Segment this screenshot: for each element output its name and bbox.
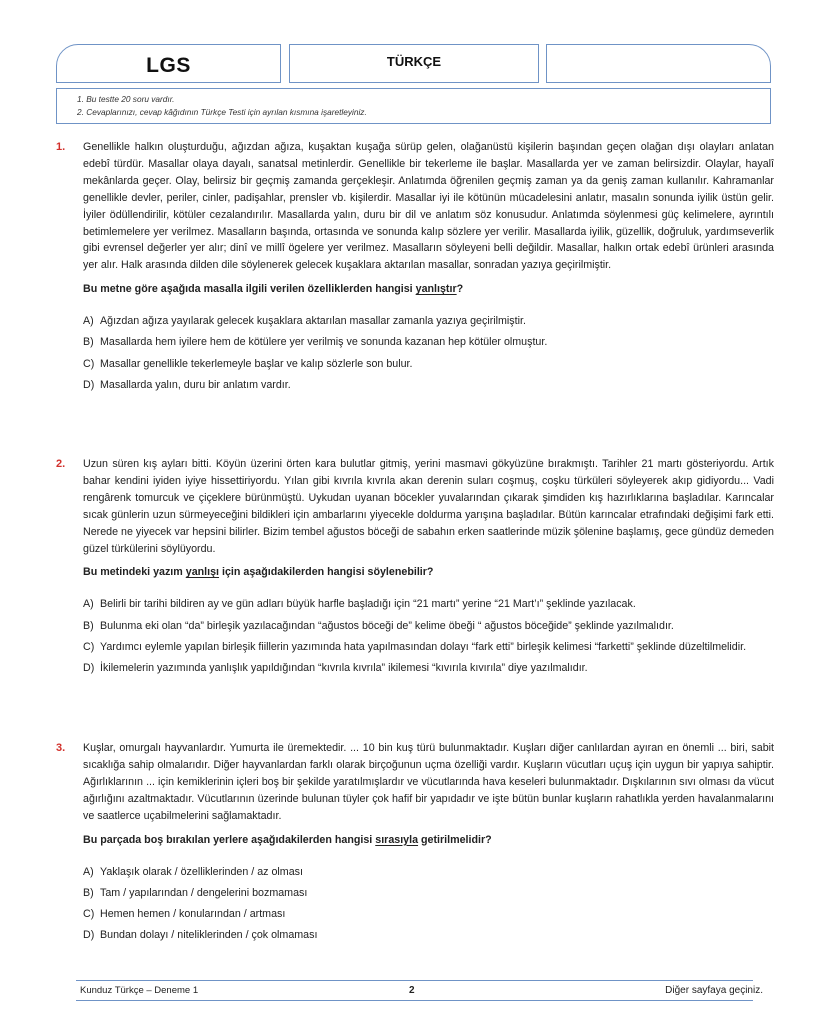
question-prompt	[83, 832, 774, 848]
instructions-box	[56, 88, 771, 124]
option-letter: D)	[83, 378, 95, 391]
option-letter: D)	[83, 662, 95, 674]
option-text: Yardımcı eylemle yapılan birleşik fiillerin yazımında hata yapılmasından dolayı “fark etti” birleşik kelimesi “farketti” şeklinde düzeltilmelidir.	[100, 640, 747, 653]
option-text: Tam / yapılarından / dengelerini bozmaması	[100, 886, 308, 899]
option-text: Bulunma eki olan “da” birleşik yazılacağından “ağustos böceği de” kelime öbeği “ ağustos böceğide” şeklinde yazılmalıdır.	[100, 619, 674, 632]
option-a[interactable]	[83, 597, 774, 612]
option-letter: B)	[83, 619, 94, 632]
option-b[interactable]	[83, 886, 774, 901]
option-text: Masallarda hem iyilere hem de kötülere yer verilmiş ve sonunda kazanan hep kötüler olmuştur.	[100, 336, 548, 349]
option-text: Bundan dolayı / niteliklerinden / çok olmaması	[100, 929, 318, 942]
footer-book-title: Kunduz Türkçe – Deneme 1	[80, 985, 199, 996]
prompt-underlined: yanlıştır	[415, 283, 457, 296]
option-text: Masallar genellikle tekerlemeyle başlar ve kalıp sözlerle son bulur.	[100, 357, 413, 370]
question-passage: Genellikle halkın oluşturduğu, ağızdan ağıza, kuşaktan kuşağa sürüp gelen, olağanüstü kişilerin başından geçen olağan dışı olayları anlatan edebî türdür. Masallar olaya dayalı, sanatsal metinlerdir. Genellikle bir tekerleme ile başlar. Masallarda yer ve zaman belirsizdir. Olaylar, hayalî mekânlarda geçer. Olay, belirsiz bir geçmiş zamanda gerçekleşir. Anlatımda öğrenilen geçmiş zaman ya da geniş zaman kullanılır. Kahramanlar genellikle devler, periler, cinler, padişahlar, prensler vb. kişilerdir. Masallar iyi ile kötünün mücadelesini anlatır, masalın sonunda iyilik üstün gelir. İyiler ödüllendirilir, kötüler cezalandırılır. Masallarda yalın, duru bir dil ve anlatım söz konusudur. Anlatımda söylenmesi güç kelimelere, ayrıntılı betimlemelere yer verilmez. Masalların başında, ortasında ve sonunda kalıp sözlere yer verilir. Masallarda iyilik, güzellik, doğruluk, yardımseverlik gibi evrensel değerler yer alır; dinî ve millî ögelere yer verilmez. Masalların söyleyeni belli değildir. Masallar, halkın ortak edebî ürünleri arasında yer alır. Halk arasında dilden dile söylenerek gelecek kuşaklara aktarılan masallar, sonradan yazıya geçirilmiştir.	[83, 141, 774, 272]
option-letter: C)	[83, 640, 95, 653]
subject-title: TÜRKÇE	[386, 54, 442, 69]
question-prompt	[83, 564, 774, 580]
question-passage: Kuşlar, omurgalı hayvanlardır. Yumurta ile üremektedir. ... 10 bin kuş türü bulunmaktadır. Kuşları diğer canlılardan ayıran en önemli ... biri, sabit sıcaklığa sahip olmalarıdır. Diğer hayvanlardan farklı olarak birçoğunun uçma özelliği vardır. Kuşların vücutları uçuş için uygun bir yapıya sahiptir. Ağırlıklarının ... için kemiklerinin içleri boş bir şekilde yaratılmışlardır ve vücutlarında hava keseleri bulunmaktadır. Dışkılarının sıvı olması da vücut ağırlığını azaltmaktadır. Vücutlarının üzerinde bulunan tüyler çok hafif bir yapıdadır ve işte bütün bunlar kuşların rahatlıkla yerden havalanmalarını ve saatlerce uçabilmelerini sağlamaktadır.	[83, 742, 774, 822]
option-text: Yaklaşık olarak / özelliklerinden / az olması	[100, 865, 303, 878]
instruction-item: 2. Cevaplarınızı, cevap kâğıdının Türkçe Testi için ayrılan kısmına işaretleyiniz.	[77, 107, 367, 117]
header-exam-box	[56, 44, 281, 83]
header-subject-box	[289, 44, 539, 83]
prompt-underlined: yanlışı	[185, 566, 220, 579]
prompt-underlined: sırasıyla	[375, 833, 419, 846]
option-b[interactable]	[83, 335, 774, 350]
option-b[interactable]	[83, 619, 774, 634]
question-number: 2.	[56, 458, 66, 470]
prompt-text-end: için aşağıdakilerden hangisi söylenebilir?	[219, 566, 434, 579]
option-letter: C)	[83, 357, 95, 370]
option-letter: A)	[83, 865, 94, 878]
option-text: Ağızdan ağıza yayılarak gelecek kuşaklara aktarılan masallar zamanla yazıya geçirilmiştir.	[100, 315, 526, 328]
exam-title: LGS	[146, 54, 191, 77]
question-number: 3.	[56, 742, 66, 754]
answer-options	[83, 597, 774, 675]
page-footer	[76, 980, 763, 1001]
question-2	[56, 456, 774, 682]
instruction-item: 1. Bu testte 20 soru vardır.	[77, 94, 175, 104]
prompt-text: Bu metindeki yazım	[83, 566, 186, 579]
question-prompt	[83, 281, 774, 297]
answer-options	[83, 314, 774, 392]
option-c[interactable]	[83, 907, 774, 922]
option-text: İkilemelerin yazımında yanlışlık yapıldığından “kıvrıla kıvrıla” ikilemesi “kıvırıla kıvırıla” diye yazılmalıdır.	[100, 662, 588, 674]
next-page-note: Diğer sayfaya geçiniz.	[665, 985, 763, 996]
prompt-text-end: getirilmelidir?	[418, 833, 492, 846]
option-letter: C)	[83, 907, 95, 920]
question-3	[56, 740, 774, 949]
prompt-text-end: ?	[456, 283, 464, 296]
option-text: Belirli bir tarihi bildiren ay ve gün adları büyük harfle başladığı için “21 martı” yerine “21 Mart’ı” şeklinde yazılacak.	[100, 598, 636, 611]
option-letter: D)	[83, 929, 95, 942]
answer-options	[83, 865, 774, 943]
question-number: 1.	[56, 141, 66, 153]
option-letter: B)	[83, 886, 94, 899]
option-letter: A)	[83, 315, 94, 328]
option-d[interactable]	[83, 661, 774, 676]
prompt-text: Bu metne göre aşağıda masalla ilgili verilen özelliklerden hangisi	[83, 283, 416, 296]
option-text: Hemen hemen / konularından / artması	[100, 907, 286, 920]
option-letter: A)	[83, 598, 94, 611]
option-letter: B)	[83, 336, 94, 349]
question-passage: Uzun süren kış ayları bitti. Köyün üzerini örten kara bulutlar gitmiş, yerini masmavi gökyüzüne bırakmıştı. Tarihler 21 martı gösteriyordu. Artık bahar kendini iyiden iyiye hissettiriyordu. Yılan gibi kıvrıla kıvrıla akan derenin suları coşmuş, coşku türküleri söyleyerek akıp gidiyordu... Vadi rengârenk tomurcuk ve çiçeklere bürünmüştü. Uykudan uyanan böcekler yuvalarından çıkarak şimdiden kış hazırlıklarına başladılar. Karıncalar sıcak günlerin uzun sürmeyeceğini bildikleri için ambarlarını yiyecekle doldurma yarışına başladılar. Bütün karıncalar etrafındaki değişimi fark etti. Nerede ne yiyecek var hepsini bilirler. Bizim tembel ağustos böceği de sabahın erken saatlerinde müzik şölenine başlamış, gece gündüz demeden güzel türkülerini söylüyordu.	[83, 458, 774, 555]
option-c[interactable]	[83, 640, 774, 655]
option-d[interactable]	[83, 378, 774, 393]
option-a[interactable]	[83, 314, 774, 329]
prompt-text: Bu parçada boş bırakılan yerlere aşağıdakilerden hangisi	[83, 833, 376, 846]
option-c[interactable]	[83, 357, 774, 372]
option-a[interactable]	[83, 865, 774, 880]
option-text: Masallarda yalın, duru bir anlatım vardır.	[100, 378, 291, 391]
page-number: 2	[409, 985, 415, 996]
header-empty-box	[546, 44, 771, 83]
question-1	[56, 139, 774, 399]
option-d[interactable]	[83, 928, 774, 943]
